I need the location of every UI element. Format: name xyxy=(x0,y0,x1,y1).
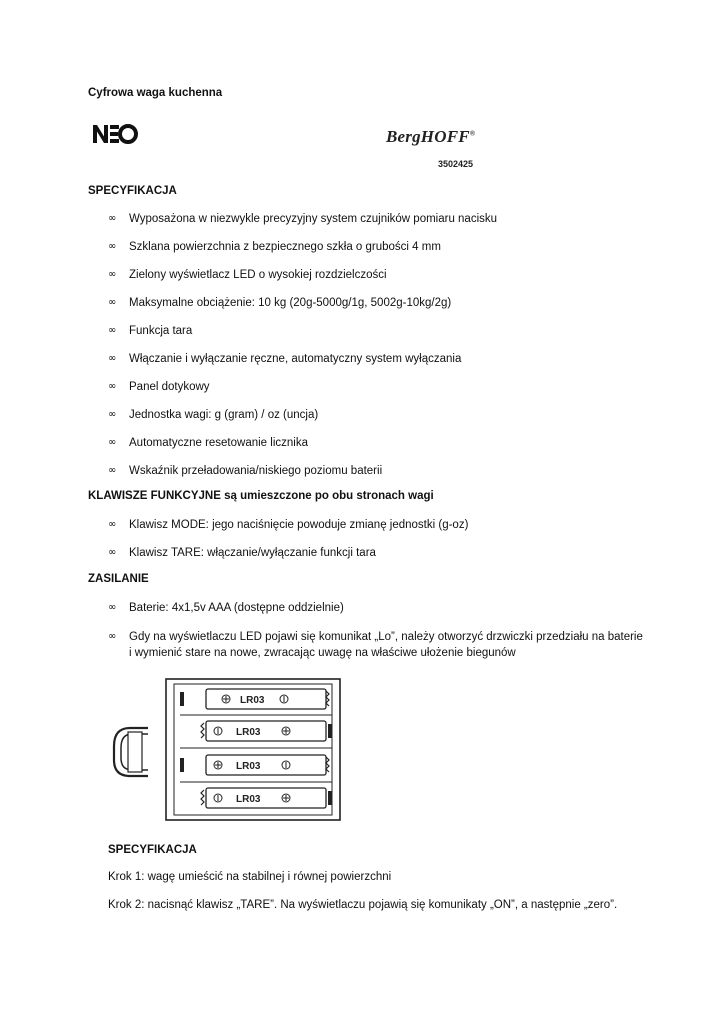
section-heading-spec: SPECYFIKACJA xyxy=(88,185,177,197)
infinity-bullet-icon: ∞ xyxy=(108,547,117,558)
step-1: Krok 1: wagę umieścić na stabilnej i równej powierzchni xyxy=(108,871,392,883)
step-2: Krok 2: nacisnąć klawisz „TARE”. Na wyświetlaczu pojawią się komunikaty „ON”, a następnie „zero”. xyxy=(108,899,618,911)
section-heading-steps: SPECYFIKACJA xyxy=(108,844,197,856)
battery-label: LR03 xyxy=(236,794,261,805)
berghoff-logo: BergHOFF® xyxy=(386,127,476,146)
neo-logo xyxy=(92,121,138,147)
infinity-bullet-icon: ∞ xyxy=(108,631,117,642)
infinity-bullet-icon: ∞ xyxy=(108,602,117,613)
document-title: Cyfrowa waga kuchenna xyxy=(88,87,223,99)
model-number: 3502425 xyxy=(438,159,474,169)
infinity-bullet-icon: ∞ xyxy=(108,409,117,420)
infinity-bullet-icon: ∞ xyxy=(108,465,117,476)
battery-label: LR03 xyxy=(240,695,265,706)
section-heading-keys: KLAWISZE FUNKCYJNE są umieszczone po obu stronach wagi xyxy=(88,490,434,502)
battery-label: LR03 xyxy=(236,727,261,738)
infinity-bullet-icon: ∞ xyxy=(108,269,117,280)
infinity-bullet-icon: ∞ xyxy=(108,241,117,252)
battery-label: LR03 xyxy=(236,761,261,772)
infinity-bullet-icon: ∞ xyxy=(108,381,117,392)
infinity-bullet-icon: ∞ xyxy=(108,213,117,224)
infinity-bullet-icon: ∞ xyxy=(108,437,117,448)
infinity-bullet-icon: ∞ xyxy=(108,353,117,364)
section-heading-power: ZASILANIE xyxy=(88,573,149,585)
infinity-bullet-icon: ∞ xyxy=(108,519,117,530)
infinity-bullet-icon: ∞ xyxy=(108,297,117,308)
battery-compartment-diagram xyxy=(108,676,344,824)
infinity-bullet-icon: ∞ xyxy=(108,325,117,336)
